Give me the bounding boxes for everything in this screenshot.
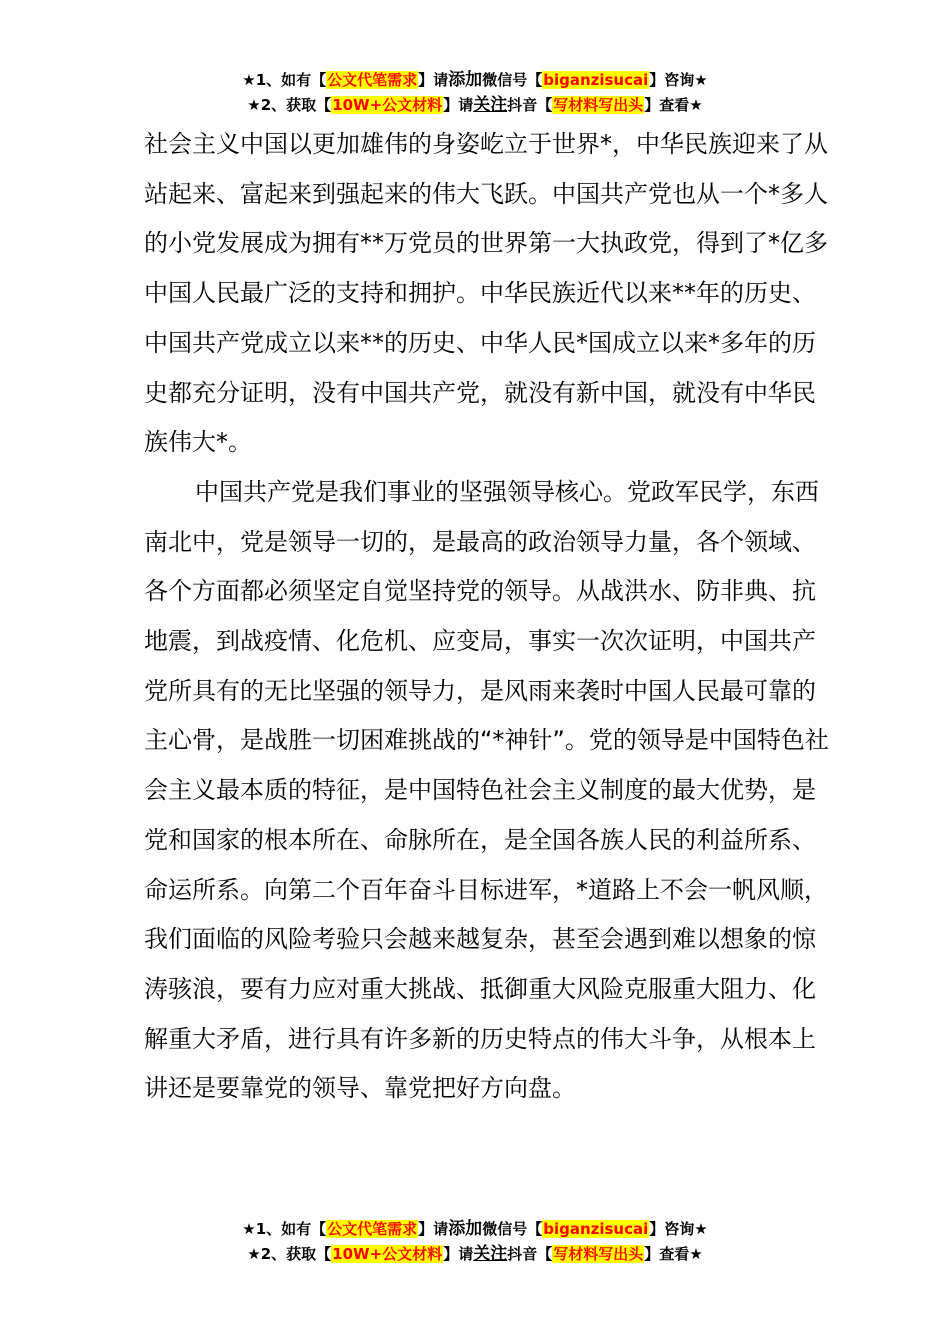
- footer-line-1-mid: 】请: [418, 1220, 449, 1238]
- banner-line-2-mid2: 抖音【: [507, 96, 553, 114]
- banner-line-1-prefix: ★1、如有【: [242, 71, 327, 89]
- footer-line-1-mid2: 微信号【: [482, 1220, 543, 1238]
- footer-highlight-douyin-id: 写材料写出头: [553, 1245, 644, 1263]
- footer-line-1-suffix: 】咨询★: [649, 1220, 708, 1238]
- footer-emphasis-follow: 关注: [473, 1244, 508, 1264]
- footer-line-2-prefix: ★2、获取【: [247, 1245, 332, 1263]
- footer-emphasis-add: 添加: [448, 1219, 483, 1239]
- banner-emphasis-follow: 关注: [473, 95, 508, 115]
- footer-line-2-mid2: 抖音【: [507, 1245, 553, 1263]
- paragraph-2: 中国共产党是我们事业的坚强领导核心。党政军民学，东西南北中，党是领导一切的，是最高的政治领导力量，各个领域、各个方面都必须坚定自觉坚持党的领导。从战洪水、防非典、抗地震，到战疫情、化危机、应变局，事实一次次证明，中国共产党所具有的无比坚强的领导力，是风雨来袭时中国人民最可靠的主心骨，是战胜一切困难挑战的“*神针”。党的领导是中国特色社会主义最本质的特征，是中国特色社会主义制度的最大优势，是党和国家的根本所在、命脉所在，是全国各族人民的利益所系、命运所系。向第二个百年奋斗目标进军，*道路上不会一帆风顺，我们面临的风险考验只会越来越复杂，甚至会遇到难以想象的惊涛骇浪，要有力应对重大挑战、抵御重大风险克服重大阻力、化解重大矛盾，进行具有许多新的历史特点的伟大斗争，从根本上讲还是要靠党的领导、靠党把好方向盘。: [144, 477, 829, 1103]
- banner-line-1: [0, 69, 950, 94]
- banner-line-1-mid2: 微信号【: [482, 71, 543, 89]
- banner-highlight-douyin-id: 写材料写出头: [553, 96, 644, 114]
- footer-line-1-prefix: ★1、如有【: [242, 1220, 327, 1238]
- footer-highlight-wechat-id: biganzisucai: [543, 1220, 649, 1238]
- banner-highlight-materials: 10W+公文材料: [332, 96, 443, 114]
- banner-line-2: [0, 94, 950, 119]
- banner-highlight-service: 公文代笔需求: [327, 71, 418, 89]
- footer-banner: [0, 1218, 950, 1268]
- banner-line-1-mid: 】请: [418, 71, 449, 89]
- paragraph-1: 社会主义中国以更加雄伟的身姿屹立于世界*，中华民族迎来了从站起来、富起来到强起来的伟大飞跃。中国共产党也从一个*多人的小党发展成为拥有**万党员的世界第一大执政党，得到了*亿多中国人民最广泛的支持和拥护。中华民族近代以来**年的历史、中国共产党成立以来**的历史、中华人民*国成立以来*多年的历史都充分证明，没有中国共产党，就没有新中国，就没有中华民族伟大*。: [144, 130, 828, 457]
- footer-line-2-mid: 】请: [443, 1245, 474, 1263]
- footer-highlight-materials: 10W+公文材料: [332, 1245, 443, 1263]
- footer-highlight-service: 公文代笔需求: [327, 1220, 418, 1238]
- footer-line-2-suffix: 】查看★: [644, 1245, 703, 1263]
- footer-banner-line-1: [0, 1218, 950, 1243]
- banner-emphasis-add: 添加: [448, 70, 483, 90]
- banner-line-2-prefix: ★2、获取【: [247, 96, 332, 114]
- banner-line-1-suffix: 】咨询★: [649, 71, 708, 89]
- banner-highlight-wechat-id: biganzisucai: [543, 71, 649, 89]
- banner-line-2-suffix: 】查看★: [644, 96, 703, 114]
- banner-line-2-mid: 】请: [443, 96, 474, 114]
- header-banner: [0, 69, 950, 119]
- footer-banner-line-2: [0, 1243, 950, 1268]
- document-body: [144, 120, 834, 1114]
